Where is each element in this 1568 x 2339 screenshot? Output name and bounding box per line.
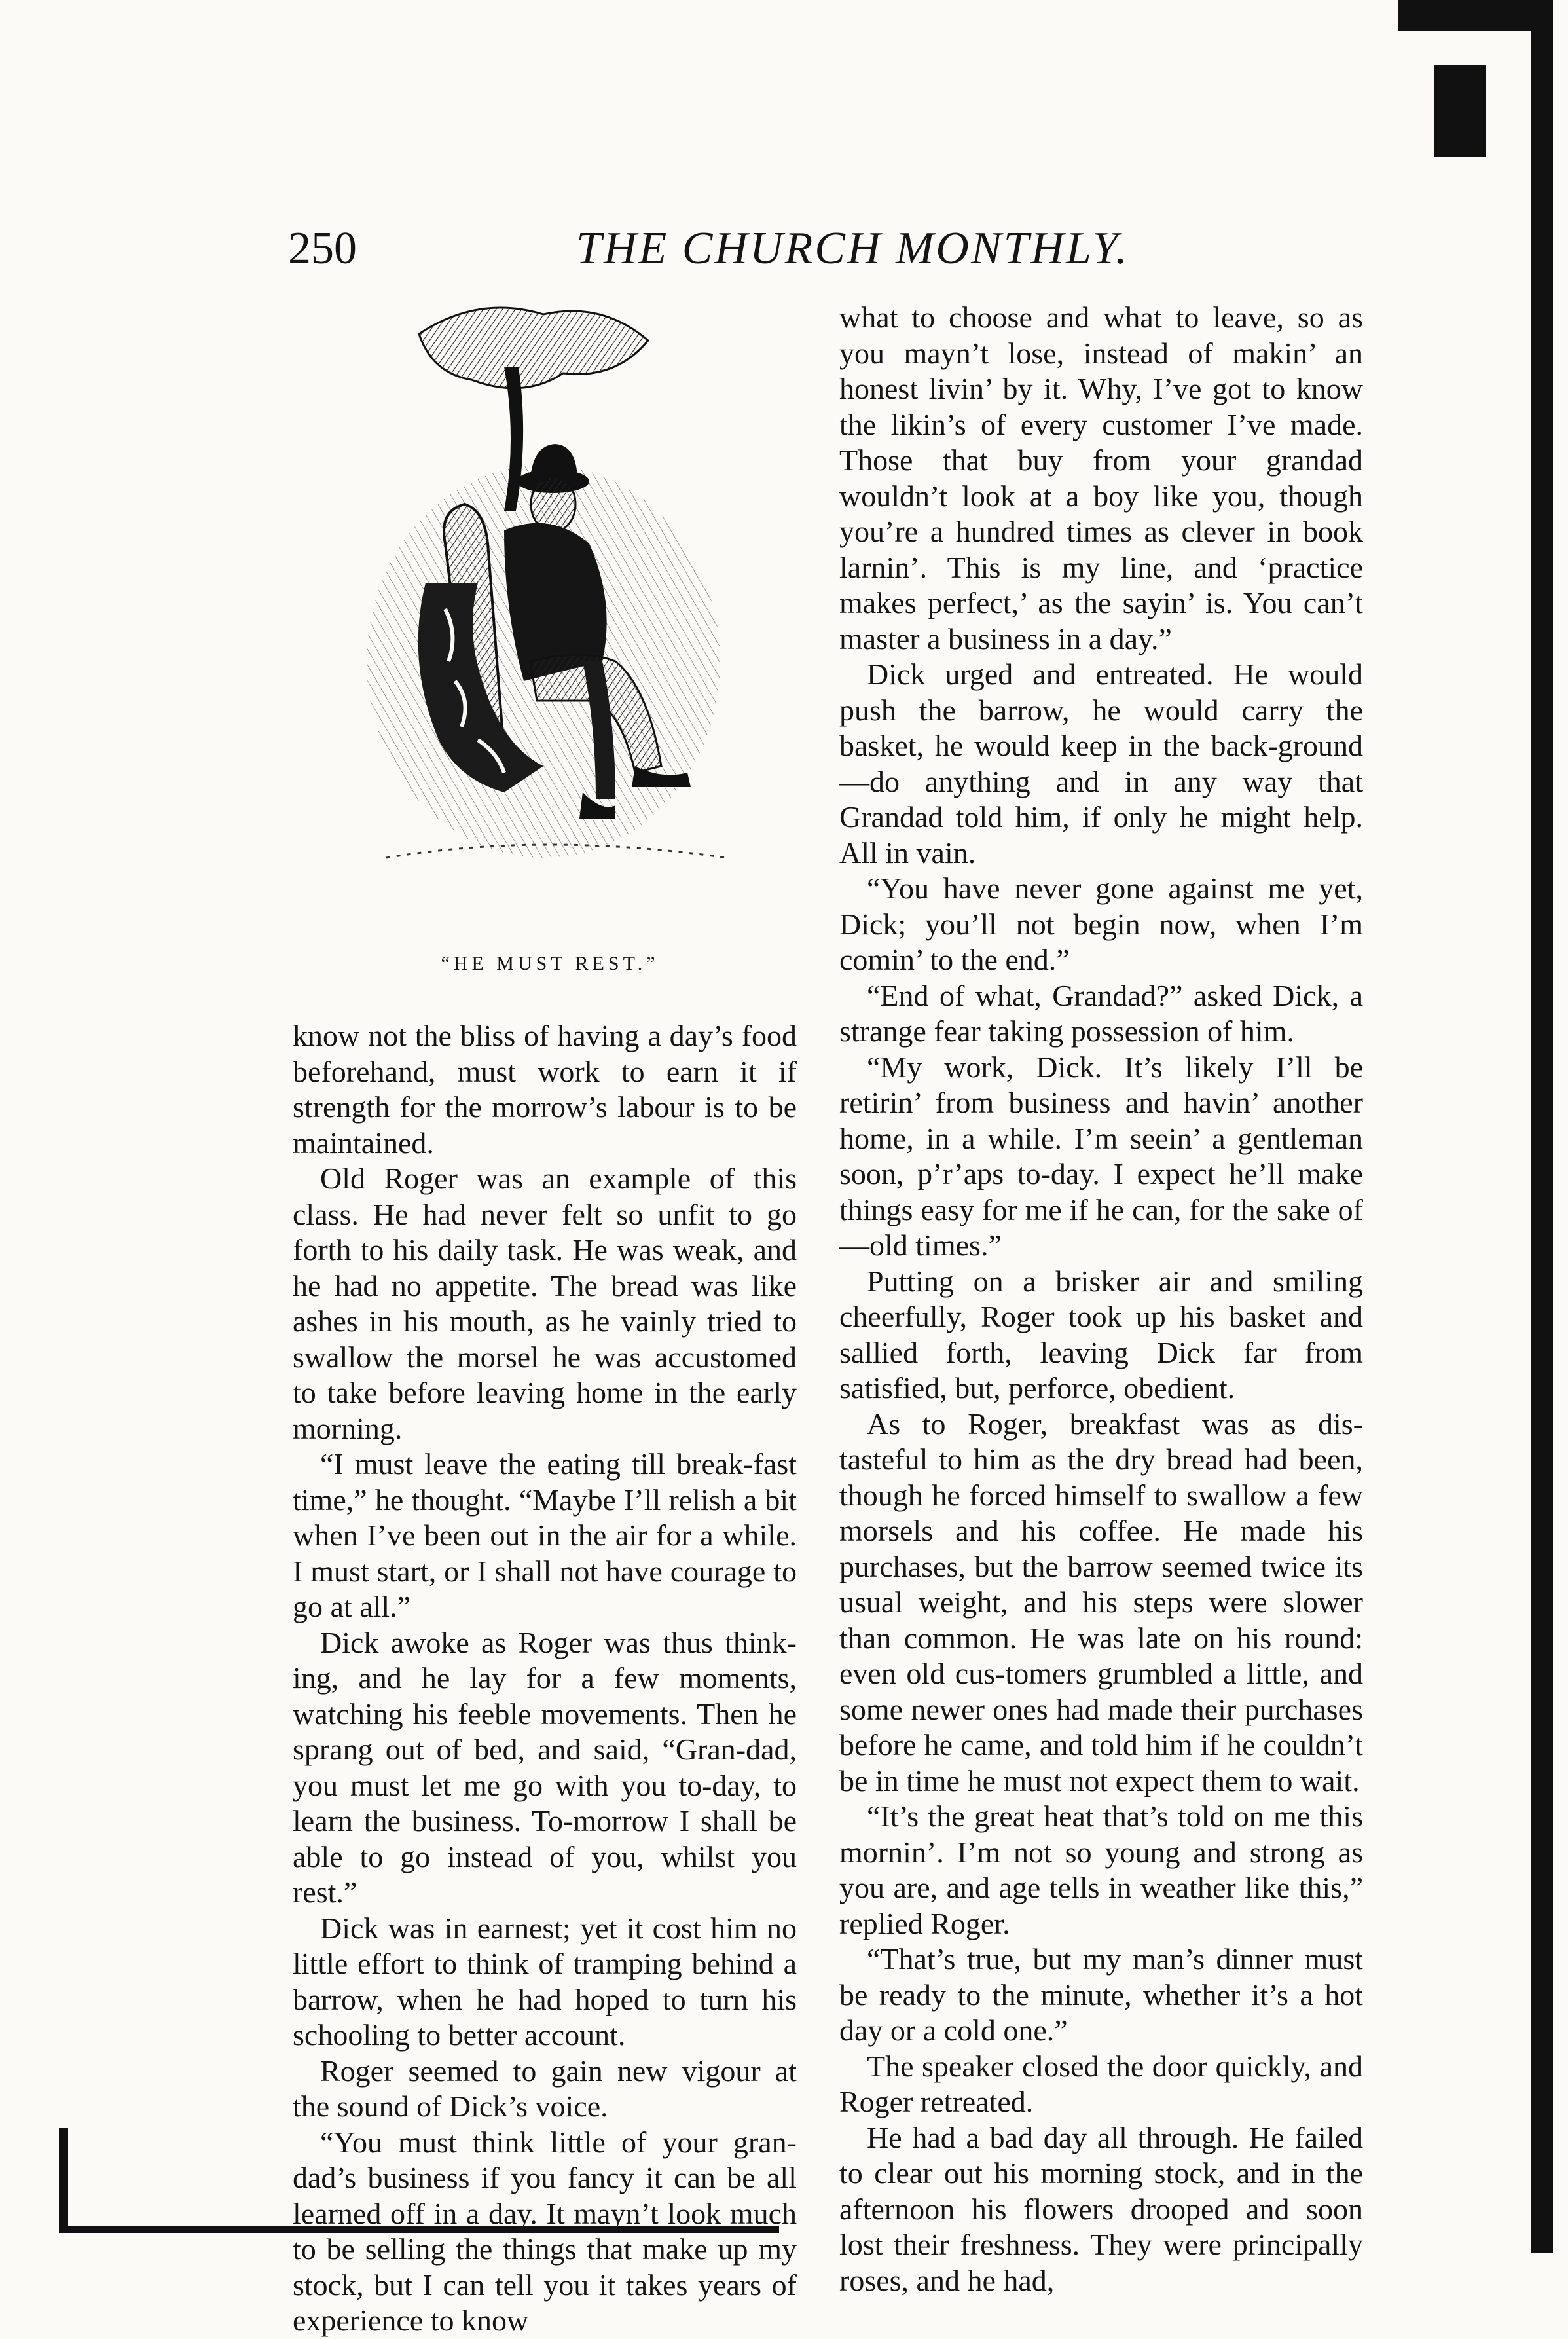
paragraph: “End of what, Grandad?” asked Dick, a strange fear taking possession of him. <box>839 978 1363 1048</box>
paragraph: Putting on a brisker air and smiling cheerfully, Roger took up his basket and sallied forth, leaving Dick far from satisfied, but, perforce, obedient. <box>839 1264 1363 1405</box>
paragraph: “That’s true, but my man’s dinner must be ready to the minute, whether it’s a hot day or a cold one.” <box>839 1942 1363 2047</box>
page-edge-right <box>1531 0 1553 2253</box>
page-number: 250 <box>288 223 357 274</box>
paragraph: Dick urged and entreated. He would push the barrow, he would carry the basket, he would keep in the back-ground—do anything and in any way that Grandad told him, if only he might help. All in vain. <box>839 657 1363 870</box>
paragraph: As to Roger, breakfast was as dis-tasteful to him as the dry bread had been, though he forced himself to swallow a few morsels and his coffee. He made his purchases, but the barrow seemed twice its usual weight, and his steps were slower than common. He was late on his round: even old cus-tomers grumbled a little, and some newer ones had made their purchases before he came, and told him if he couldn’t be in time he must not expect them to wait. <box>839 1407 1363 1797</box>
paragraph: The speaker closed the door quickly, and Roger retreated. <box>839 2049 1363 2118</box>
paragraph: Dick was in earnest; yet it cost him no little effort to think of tramping behind a barrow, when he had hoped to turn his schooling to better account. <box>293 1911 797 2052</box>
right-column <box>839 300 1363 2298</box>
paragraph: “It’s the great heat that’s told on me this mornin’. I’m not so young and strong as you are, and age tells in weather like this,” replied Roger. <box>839 1799 1363 1940</box>
paragraph: He had a bad day all through. He failed to clear out his morning stock, and in the afternoon his flowers drooped and soon lost their freshness. They were principally roses, and he had, <box>839 2120 1363 2297</box>
page-edge-top <box>1398 0 1548 31</box>
paragraph: know not the bliss of having a day’s food beforehand, must work to earn it if strength for the morrow’s labour is to be maintained. <box>293 1019 797 1160</box>
paragraph: Old Roger was an example of this class. He had never felt so unfit to go forth to his daily task. He was weak, and he had no appetite. The bread was like ashes in his mouth, as he vainly tried to swallow the morsel he was accustomed to take before leaving home in the early morning. <box>293 1162 797 1445</box>
page-edge-bottom-left <box>59 2128 68 2233</box>
page-edge-notch <box>1434 65 1486 157</box>
paragraph: Roger seemed to gain new vigour at the sound of Dick’s voice. <box>293 2054 797 2123</box>
running-title: THE CHURCH MONTHLY. <box>576 223 1129 274</box>
paragraph: “You must think little of your gran-dad’s business if you fancy it can be all learned off in a day. It mayn’t look much to be selling the things that make up my stock, but I can tell you it takes years of experience to know <box>293 2125 797 2337</box>
left-column <box>293 1018 797 2339</box>
paragraph: what to choose and what to leave, so as you mayn’t lose, instead of makin’ an honest livin’ by it. Why, I’ve got to know the likin’s of every customer I’ve made. Those that buy from your grandad wouldn’t look at a boy like you, though you’re a hundred times as clever in book larnin’. This is my line, and ‘practice makes perfect,’ as the sayin’ is. You can’t master a business in a day.” <box>839 301 1363 655</box>
illustration-caption: “HE MUST REST.” <box>441 953 659 974</box>
page-header <box>288 223 1401 295</box>
engraving-old-man-on-bench <box>308 295 792 923</box>
paragraph: “My work, Dick. It’s likely I’ll be retirin’ from business and havin’ another home, in a while. I’m seein’ a gentleman soon, p’r’aps to-day. I expect he’ll make things easy for me if he can, for the sake of—old times.” <box>839 1050 1363 1262</box>
paragraph: “I must leave the eating till break-fast time,” he thought. “Maybe I’ll relish a bit when I’ve been out in the air for a while. I must start, or I shall not have courage to go at all.” <box>293 1447 797 1623</box>
paragraph: Dick awoke as Roger was thus think-ing, and he lay for a few moments, watching his feeble movements. Then he sprang out of bed, and said, “Gran-dad, you must let me go with you to-day, to learn the business. To-morrow I shall be able to go instead of you, whilst you rest.” <box>293 1625 797 1909</box>
paragraph: “You have never gone against me yet, Dick; you’ll not begin now, when I’m comin’ to the end.” <box>839 872 1363 976</box>
